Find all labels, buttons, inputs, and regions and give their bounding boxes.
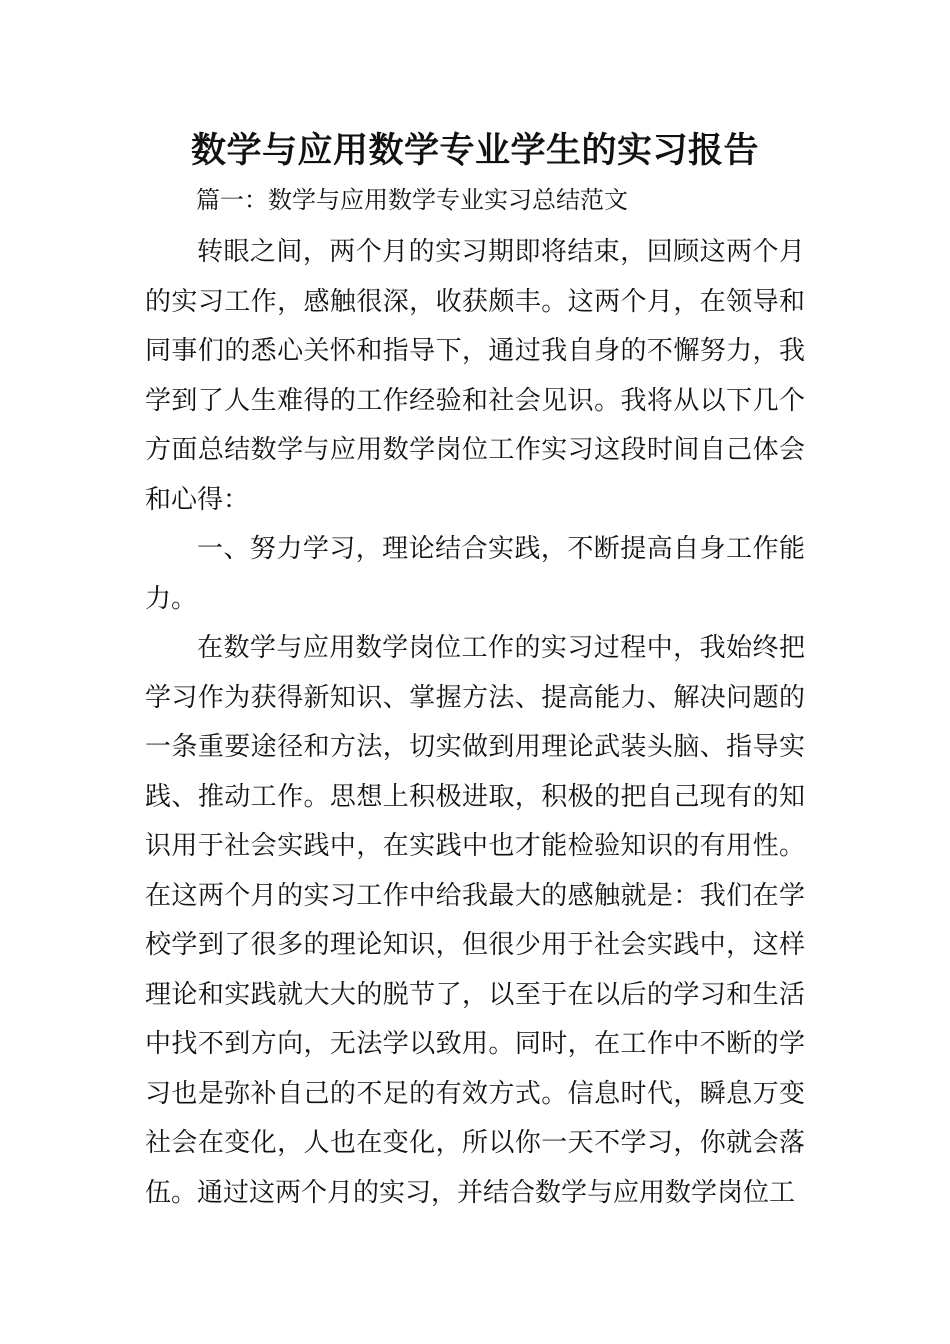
paragraph-learning: 在数学与应用数学岗位工作的实习过程中，我始终把学习作为获得新知识、掌握方法、提高能力、解决问题的一条重要途径和方法，切实做到用理论武装头脑、指导实践、推动工作。思想上积极进取，积极的把自己现有的知识用于社会实践中，在实践中也才能检验知识的有用性。在这两个月的实习工作中给我最大的感触就是：我们在学校学到了很多的理论知识，但很少用于社会实践中，这样理论和实践就大大的脱节了，以至于在以后的学习和生活中找不到方向，无法学以致用。同时，在工作中不断的学习也是弥补自己的不足的有效方式。信息时代，瞬息万变社会在变化，人也在变化，所以你一天不学习，你就会落伍。通过这两个月的实习，并结合数学与应用数学岗位工	[145, 633, 805, 1208]
document-body	[145, 228, 805, 1218]
paragraph-intro: 转眼之间，两个月的实习期即将结束，回顾这两个月的实习工作，感触很深，收获颇丰。这两个月，在领导和同事们的悉心关怀和指导下，通过我自身的不懈努力，我学到了人生难得的工作经验和社会见识。我将从以下几个方面总结数学与应用数学岗位工作实习这段时间自己体会和心得：	[145, 237, 805, 515]
document-title: 数学与应用数学专业学生的实习报告	[190, 130, 759, 171]
document-subtitle: 篇一：数学与应用数学专业实习总结范文	[196, 186, 628, 214]
paragraph-section-heading: 一、努力学习，理论结合实践，不断提高自身工作能力。	[145, 534, 805, 614]
